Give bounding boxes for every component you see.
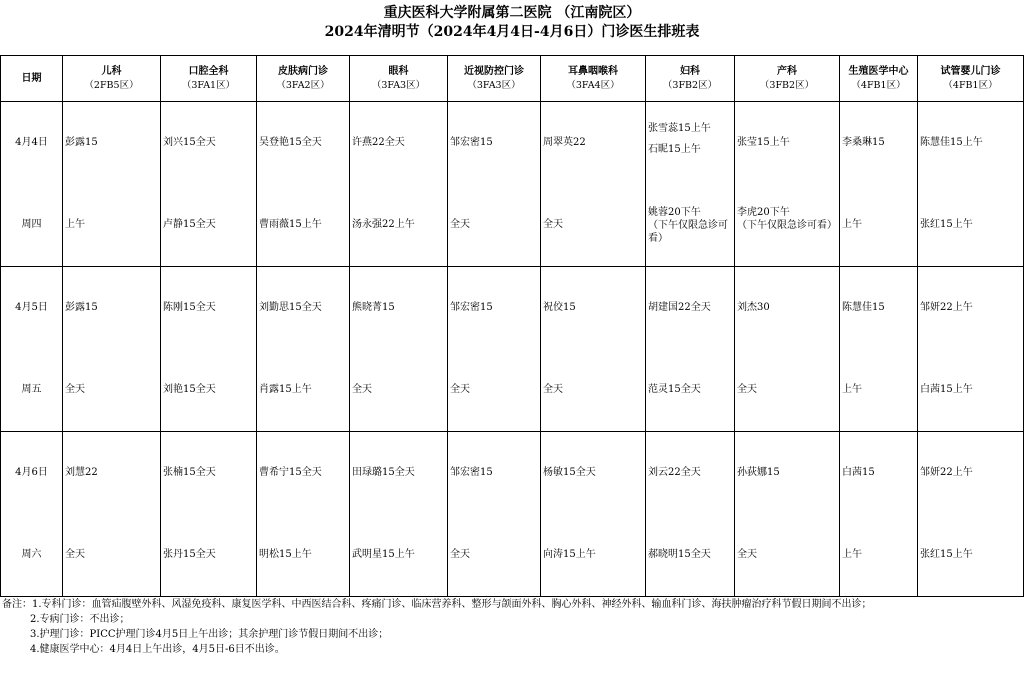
doctor-text: 邹妍22上午 xyxy=(920,302,973,313)
doctor-text: 许燕22全天 xyxy=(352,137,405,148)
note-line: 3.护理门诊：PICC护理门诊4月5日上午出诊；其余护理门诊节假日期间不出诊； xyxy=(30,629,389,640)
shift-entry xyxy=(450,383,538,396)
doctor-entry xyxy=(920,136,1021,149)
shift-entry xyxy=(842,383,915,396)
shift-entry xyxy=(65,548,158,561)
doctor-entry xyxy=(737,136,837,149)
page-subtitle: 2024年清明节（2024年4月4日-4月6日）门诊医生排班表 xyxy=(324,24,700,40)
column-header-location: （2FB5区） xyxy=(84,79,139,91)
doctor-text: 彭露15 xyxy=(65,302,98,313)
shift-text: 武明星15上午 xyxy=(352,549,415,560)
schedule-cell xyxy=(350,267,448,432)
shift-entry xyxy=(65,218,158,231)
schedule-cell xyxy=(840,102,918,267)
shift-entry xyxy=(648,548,732,561)
schedule-cell xyxy=(63,267,161,432)
shift-text: 曹雨薇15上午 xyxy=(259,219,322,230)
shift-entry xyxy=(842,548,915,561)
doctor-text: 杨敏15全天 xyxy=(543,467,596,478)
shift-entry xyxy=(543,548,643,561)
column-header xyxy=(541,56,646,102)
column-header-location: （4FB1区） xyxy=(851,79,906,91)
column-header-location: （3FA4区） xyxy=(566,79,620,91)
shift-entry xyxy=(450,548,538,561)
doctor-entry xyxy=(259,301,347,314)
doctor-text: 祝佼15 xyxy=(543,302,576,313)
date-cell xyxy=(1,102,63,267)
table-row xyxy=(1,267,1024,432)
shift-entry xyxy=(352,383,445,396)
note-line: 4.健康医学中心：4月4日上午出诊，4月5日-6日不出诊。 xyxy=(30,644,285,655)
doctor-text: 石昵15上午 xyxy=(648,144,701,155)
doctor-text: 邹宏密15 xyxy=(450,137,493,148)
schedule-cell xyxy=(448,267,541,432)
doctor-entry xyxy=(543,136,643,149)
shift-text: 全天 xyxy=(450,219,470,230)
doctor-entry xyxy=(543,301,643,314)
schedule-cell xyxy=(735,102,840,267)
date-cell xyxy=(1,267,63,432)
shift-text: 姚蓉20下午 xyxy=(648,207,701,218)
doctor-text: 白茜15 xyxy=(842,467,875,478)
column-header-location: （3FA3区） xyxy=(467,79,521,91)
column-header-name: 眼科 xyxy=(388,65,409,77)
table-row xyxy=(1,102,1024,267)
schedule-cell xyxy=(541,432,646,597)
column-header-location: （3FA1区） xyxy=(181,79,236,91)
doctor-text: 邹妍22上午 xyxy=(920,467,973,478)
schedule-cell xyxy=(541,102,646,267)
shift-entry xyxy=(259,383,347,396)
table-row xyxy=(1,432,1024,597)
column-header-name: 近视防控门诊 xyxy=(464,65,524,77)
column-header xyxy=(840,56,918,102)
schedule-cell xyxy=(257,102,350,267)
schedule-cell xyxy=(448,432,541,597)
schedule-cell xyxy=(161,267,257,432)
shift-entry xyxy=(920,218,1021,231)
shift-note: （下午仅限急诊可看） xyxy=(648,220,728,244)
doctor-entry xyxy=(842,466,915,479)
date-label: 4月4日 xyxy=(15,137,48,148)
column-header-name: 口腔全科 xyxy=(188,65,229,77)
date-label: 4月6日 xyxy=(15,467,48,478)
shift-text: 全天 xyxy=(543,219,563,230)
date-label: 4月5日 xyxy=(15,302,48,313)
schedule-cell xyxy=(350,102,448,267)
shift-note: （下午仅限急诊可看） xyxy=(737,220,837,231)
schedule-cell xyxy=(161,102,257,267)
doctor-text: 邹宏密15 xyxy=(450,302,493,313)
doctor-text: 刘慧22 xyxy=(65,467,98,478)
doctor-entry xyxy=(352,466,445,479)
doctor-entry xyxy=(259,136,347,149)
doctor-entry xyxy=(450,136,538,149)
doctor-text: 吴登艳15全天 xyxy=(259,137,322,148)
shift-text: 全天 xyxy=(65,549,85,560)
doctor-text: 孙荻娜15 xyxy=(737,467,780,478)
doctor-entry xyxy=(842,301,915,314)
doctor-text: 彭露15 xyxy=(65,137,98,148)
shift-text: 上午 xyxy=(842,549,862,560)
column-header-location: （3FB2区） xyxy=(662,79,718,91)
shift-text: 张红15上午 xyxy=(920,549,973,560)
column-header xyxy=(646,56,735,102)
shift-text: 全天 xyxy=(543,384,563,395)
schedule-cell xyxy=(541,267,646,432)
schedule-cell xyxy=(840,267,918,432)
column-header-name: 试管婴儿门诊 xyxy=(940,65,1001,77)
note-line: 备注：1.专科门诊：血管疝腹壁外科、风湿免疫科、康复医学科、中西医结合科、疼痛门诊、临床营养科、整形与颌面外科、胸心外科、神经外科、输血科门诊、海扶肿瘤治疗科节假日期间不出诊； xyxy=(2,599,872,610)
column-header-name: 生殖医学中心 xyxy=(848,65,909,77)
column-header xyxy=(63,56,161,102)
shift-text: 张红15上午 xyxy=(920,219,973,230)
shift-entry xyxy=(737,548,837,561)
doctor-text: 熊晓菁15 xyxy=(352,302,395,313)
column-header-name: 儿科 xyxy=(101,65,122,77)
doctor-text: 刘云22全天 xyxy=(648,467,701,478)
doctor-entry xyxy=(450,466,538,479)
shift-entry xyxy=(648,206,732,245)
column-header-name: 皮肤病门诊 xyxy=(278,65,328,77)
shift-text: 上午 xyxy=(842,384,862,395)
shift-entry xyxy=(920,548,1021,561)
doctor-text: 刘勤思15全天 xyxy=(259,302,322,313)
shift-text: 上午 xyxy=(842,219,862,230)
shift-text: 全天 xyxy=(737,384,757,395)
notes xyxy=(2,597,872,657)
column-header-location: （4FB1区） xyxy=(943,79,998,91)
schedule-cell xyxy=(918,432,1024,597)
doctor-entry xyxy=(920,466,1021,479)
column-header-name: 耳鼻咽喉科 xyxy=(568,65,618,77)
doctor-entry xyxy=(648,122,732,156)
doctor-text: 陈刚15全天 xyxy=(163,302,216,313)
shift-entry xyxy=(648,383,732,396)
shift-text: 全天 xyxy=(450,549,470,560)
shift-text: 明松15上午 xyxy=(259,549,312,560)
doctor-entry xyxy=(163,301,254,314)
shift-entry xyxy=(259,548,347,561)
schedule-cell xyxy=(257,267,350,432)
shift-entry xyxy=(163,548,254,561)
doctor-text: 刘兴15全天 xyxy=(163,137,216,148)
doctor-text: 李桑琳15 xyxy=(842,137,885,148)
doctor-text: 张莹15上午 xyxy=(737,137,790,148)
schedule-cell xyxy=(918,102,1024,267)
schedule-cell xyxy=(646,432,735,597)
shift-text: 全天 xyxy=(450,384,470,395)
column-header xyxy=(1,56,63,102)
schedule-cell xyxy=(735,267,840,432)
doctor-entry xyxy=(163,136,254,149)
schedule-cell xyxy=(646,267,735,432)
shift-text: 范灵15全天 xyxy=(648,384,701,395)
doctor-entry xyxy=(65,301,158,314)
schedule-cell xyxy=(257,432,350,597)
schedule-cell xyxy=(448,102,541,267)
shift-entry xyxy=(259,218,347,231)
column-header xyxy=(257,56,350,102)
doctor-entry xyxy=(65,466,158,479)
column-header-location: （3FB2区） xyxy=(759,79,815,91)
schedule-cell xyxy=(646,102,735,267)
header-row xyxy=(1,56,1024,102)
doctor-entry xyxy=(648,301,732,314)
column-header-name: 产科 xyxy=(777,65,797,77)
doctor-text: 田琭璐15全天 xyxy=(352,467,415,478)
column-header-name: 日期 xyxy=(21,72,42,84)
doctor-text: 张雪蕊15上午 xyxy=(648,123,711,134)
note-line: 2.专病门诊：不出诊； xyxy=(30,614,130,625)
shift-text: 卢静15全天 xyxy=(163,219,216,230)
doctor-entry xyxy=(450,301,538,314)
column-header-name: 妇科 xyxy=(680,65,700,77)
schedule-cell xyxy=(63,432,161,597)
doctor-entry xyxy=(163,466,254,479)
column-header-location: （3FA3区） xyxy=(371,79,426,91)
schedule-cell xyxy=(735,432,840,597)
doctor-entry xyxy=(352,301,445,314)
column-header xyxy=(735,56,840,102)
schedule-cell xyxy=(161,432,257,597)
doctor-text: 刘杰30 xyxy=(737,302,770,313)
shift-entry xyxy=(842,218,915,231)
shift-entry xyxy=(352,548,445,561)
shift-entry xyxy=(737,206,837,232)
doctor-entry xyxy=(543,466,643,479)
schedule-cell xyxy=(63,102,161,267)
shift-text: 上午 xyxy=(65,219,85,230)
shift-text: 肖露15上午 xyxy=(259,384,312,395)
doctor-entry xyxy=(920,301,1021,314)
shift-entry xyxy=(543,383,643,396)
column-header xyxy=(448,56,541,102)
schedule-cell xyxy=(918,267,1024,432)
shift-text: 张丹15全天 xyxy=(163,549,216,560)
shift-text: 刘艳15全天 xyxy=(163,384,216,395)
column-header-location: （3FA2区） xyxy=(276,79,330,91)
doctor-entry xyxy=(737,466,837,479)
shift-entry xyxy=(65,383,158,396)
column-header xyxy=(161,56,257,102)
shift-entry xyxy=(450,218,538,231)
doctor-entry xyxy=(737,301,837,314)
page-title: 重庆医科大学附属第二医院 （江南院区） xyxy=(383,5,641,21)
shift-entry xyxy=(737,383,837,396)
doctor-text: 陈慧佳15 xyxy=(842,302,885,313)
shift-entry xyxy=(163,383,254,396)
doctor-text: 陈慧佳15上午 xyxy=(920,137,983,148)
shift-text: 郝晓明15全天 xyxy=(648,549,711,560)
column-header xyxy=(918,56,1024,102)
shift-entry xyxy=(163,218,254,231)
shift-text: 汤永强22上午 xyxy=(352,219,415,230)
doctor-entry xyxy=(648,466,732,479)
date-cell xyxy=(1,432,63,597)
schedule-cell xyxy=(350,432,448,597)
shift-text: 全天 xyxy=(737,549,757,560)
shift-entry xyxy=(543,218,643,231)
column-header xyxy=(350,56,448,102)
weekday-label: 周四 xyxy=(21,219,42,230)
doctor-text: 张楠15全天 xyxy=(163,467,216,478)
shift-text: 全天 xyxy=(65,384,85,395)
doctor-entry xyxy=(352,136,445,149)
shift-text: 李虎20下午 xyxy=(737,207,790,218)
doctor-text: 曹希宁15全天 xyxy=(259,467,322,478)
doctor-entry xyxy=(842,136,915,149)
doctor-text: 邹宏密15 xyxy=(450,467,493,478)
doctor-entry xyxy=(65,136,158,149)
doctor-text: 胡建国22全天 xyxy=(648,302,711,313)
weekday-label: 周五 xyxy=(21,384,42,395)
doctor-text: 周翠英22 xyxy=(543,137,586,148)
shift-entry xyxy=(352,218,445,231)
weekday-label: 周六 xyxy=(21,549,42,560)
schedule-cell xyxy=(840,432,918,597)
shift-text: 向涛15上午 xyxy=(543,549,596,560)
shift-entry xyxy=(920,383,1021,396)
shift-text: 全天 xyxy=(352,384,372,395)
schedule-table xyxy=(0,55,1024,597)
shift-text: 白茜15上午 xyxy=(920,384,973,395)
doctor-entry xyxy=(259,466,347,479)
